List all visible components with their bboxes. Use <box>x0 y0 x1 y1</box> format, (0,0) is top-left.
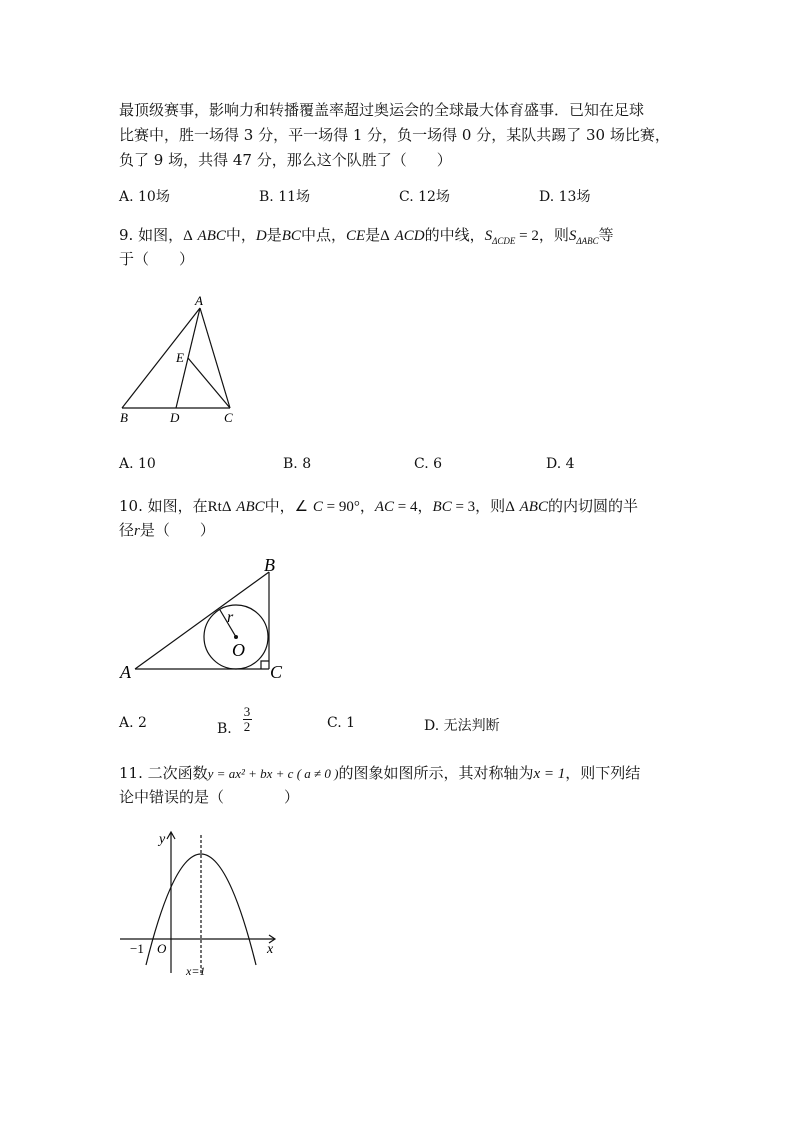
q9-option-d: D. 4 <box>546 456 575 472</box>
q9-option-b: B. 8 <box>283 456 312 472</box>
label-y: y <box>159 832 166 847</box>
q9-area-eq: = 2 <box>515 228 539 244</box>
q10-c: C <box>312 499 323 515</box>
q10-number: 10. <box>119 497 143 515</box>
median-ce <box>188 358 230 408</box>
q10-text: ，则 <box>475 497 506 515</box>
q9-triangle-symbol: Δ <box>183 228 193 244</box>
q9-area-sub: ΔCDE <box>492 236 516 246</box>
q10-triangle-symbol: Δ <box>221 499 232 515</box>
q8-option-a: A. 10场 <box>119 189 170 205</box>
q10-bc: BC <box>432 499 452 515</box>
q10-text: 径 <box>119 521 135 539</box>
q10-text: ， <box>359 497 375 515</box>
right-angle-mark <box>261 661 269 669</box>
q9-option-c: C. 6 <box>414 456 443 472</box>
q10-option-a: A. 2 <box>119 715 147 731</box>
q9-acd: ACD <box>394 228 425 244</box>
q9-text: 中点， <box>300 226 346 244</box>
q9-option-a: A. 10 <box>119 456 156 472</box>
label-x: x <box>267 942 274 957</box>
side-ab <box>135 572 269 669</box>
fraction-numerator: 3 <box>243 704 251 719</box>
q9-text: ，则 <box>538 226 569 244</box>
label-a: A <box>120 662 131 682</box>
q9-area-sub: ΔABC <box>576 236 599 246</box>
q8-option-d: D. 13场 <box>539 189 591 205</box>
q10-bc-value: = 3 <box>451 499 476 515</box>
q9-area-s: S <box>568 228 577 244</box>
q8-option-c: C. 12场 <box>399 189 450 205</box>
q9-text: 的中线， <box>424 226 485 244</box>
q10-text-line2 <box>119 519 215 540</box>
q10-text: 是（ ） <box>139 521 215 539</box>
q10-triangle-symbol: Δ <box>505 499 515 515</box>
q10-text: 的内切圆的半 <box>547 497 638 515</box>
q8-text-line3: 负了 9 场，共得 47 分，那么这个队胜了（ ） <box>119 151 452 169</box>
q9-text-line2: 于（ ） <box>119 250 195 268</box>
label-d: D <box>170 410 180 425</box>
q9-text: 等 <box>598 226 614 244</box>
q8-text-line2: 比赛中，胜一场得 3 分，平一场得 1 分，负一场得 0 分，某队共踢了 30 场比赛， <box>119 126 670 144</box>
q11-parabola-figure <box>112 823 287 983</box>
q10-text: ， <box>417 497 433 515</box>
q10-angle-symbol: ∠ <box>294 499 309 515</box>
label-c: C <box>224 410 233 425</box>
q11-text: ，则下列结 <box>565 764 641 782</box>
q10-option-b: B. <box>217 721 232 737</box>
q11-formula: y = ax² + bx + c ( a ≠ 0 ) <box>207 766 339 781</box>
q9-triangle-figure <box>110 290 250 430</box>
q10-angle-value: = 90° <box>322 499 360 515</box>
label-neg-one: −1 <box>130 941 144 956</box>
q9-d: D <box>255 228 267 244</box>
q10-text: 如图，在 <box>147 497 208 515</box>
q10-option-d: D. 无法判断 <box>424 718 500 734</box>
q10-r: r <box>134 523 140 539</box>
label-e: E <box>176 350 184 365</box>
q9-abc: ABC <box>197 228 226 244</box>
q9-text: 如图， <box>138 226 184 244</box>
q8-option-b: B. 11场 <box>259 189 311 205</box>
center-point <box>234 635 238 639</box>
q9-text: 是 <box>266 226 282 244</box>
q9-triangle-symbol: Δ <box>380 228 390 244</box>
q9-text: 中， <box>225 226 256 244</box>
q9-area-s: S <box>484 228 493 244</box>
q9-number: 9. <box>119 226 134 244</box>
label-symmetry-axis: x=1 <box>186 964 206 978</box>
q11-text-line2: 论中错误的是（ ） <box>119 788 300 806</box>
label-c: C <box>270 662 283 682</box>
label-b: B <box>264 555 275 575</box>
q11-text: 二次函数 <box>147 764 208 782</box>
q10-ac: AC <box>374 499 395 515</box>
q10-option-c: C. 1 <box>327 715 356 731</box>
q10-text: 中， <box>264 497 295 515</box>
q8-text-line1: 最顶级赛事，影响力和转播覆盖率超过奥运会的全球最大体育盛事．已知在足球 <box>119 101 645 119</box>
q10-abc: ABC <box>236 499 265 515</box>
side-ac <box>200 308 230 408</box>
label-origin: O <box>157 941 167 956</box>
q10-ac-value: = 4 <box>394 499 418 515</box>
q9-text: 是 <box>365 226 381 244</box>
q9-bc: BC <box>281 228 301 244</box>
q9-text-line1 <box>119 224 614 246</box>
q11-axis-equation: x = 1 <box>533 766 566 782</box>
q10-text-line1 <box>119 495 638 516</box>
q10-abc: ABC <box>519 499 548 515</box>
label-b: B <box>120 410 128 425</box>
q10-option-b-fraction <box>240 705 254 734</box>
q11-text-line1 <box>119 762 640 783</box>
q11-number: 11. <box>119 764 143 782</box>
label-o: O <box>232 640 245 660</box>
label-a: A <box>195 293 203 308</box>
fraction-denominator: 2 <box>243 719 251 734</box>
q11-text: 的图象如图所示，其对称轴为 <box>338 764 534 782</box>
q9-ce: CE <box>345 228 366 244</box>
label-r: r <box>227 609 234 626</box>
q10-rt: Rt <box>207 499 222 515</box>
q10-incircle-figure <box>115 552 295 687</box>
